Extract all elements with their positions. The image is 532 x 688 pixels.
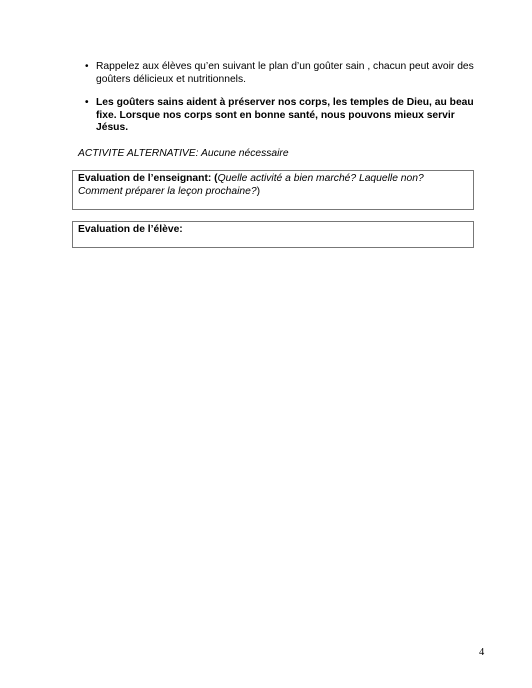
student-evaluation-label: Evaluation de l’élève:: [78, 224, 183, 235]
bullet-item-healthy-snacks: [82, 97, 482, 135]
paren-close: ): [256, 185, 261, 197]
teacher-evaluation-question-1: Quelle activité a bien marché? Laquelle non?: [217, 173, 424, 184]
bullet-text: Rappelez aux élèves qu’en suivant le plan d’un goûter sain , chacun peut avoir des goûters délicieux et nutritionnels.: [96, 61, 474, 85]
alternative-activity-note: ACTIVITE ALTERNATIVE: Aucune nécessaire: [78, 148, 289, 159]
paren-open: (: [211, 173, 218, 184]
student-evaluation-box: [72, 221, 474, 248]
bullet-item-reminder: [82, 61, 482, 86]
page-number: 4: [479, 647, 485, 658]
bullet-icon: •: [85, 61, 89, 72]
teacher-evaluation-label: Evaluation de l’enseignant:: [78, 173, 212, 184]
bullet-text: Les goûters sains aident à préserver nos corps, les temples de Dieu, au beau fixe. Lorsque nos corps sont en bonne santé, nous pouvons mieux servir Jésus.: [96, 97, 474, 133]
lesson-bullet-list: [82, 61, 482, 135]
teacher-evaluation-box: [72, 170, 474, 210]
bullet-icon: •: [85, 97, 89, 108]
teacher-evaluation-question-2: Comment préparer la leçon prochaine?: [78, 185, 257, 197]
